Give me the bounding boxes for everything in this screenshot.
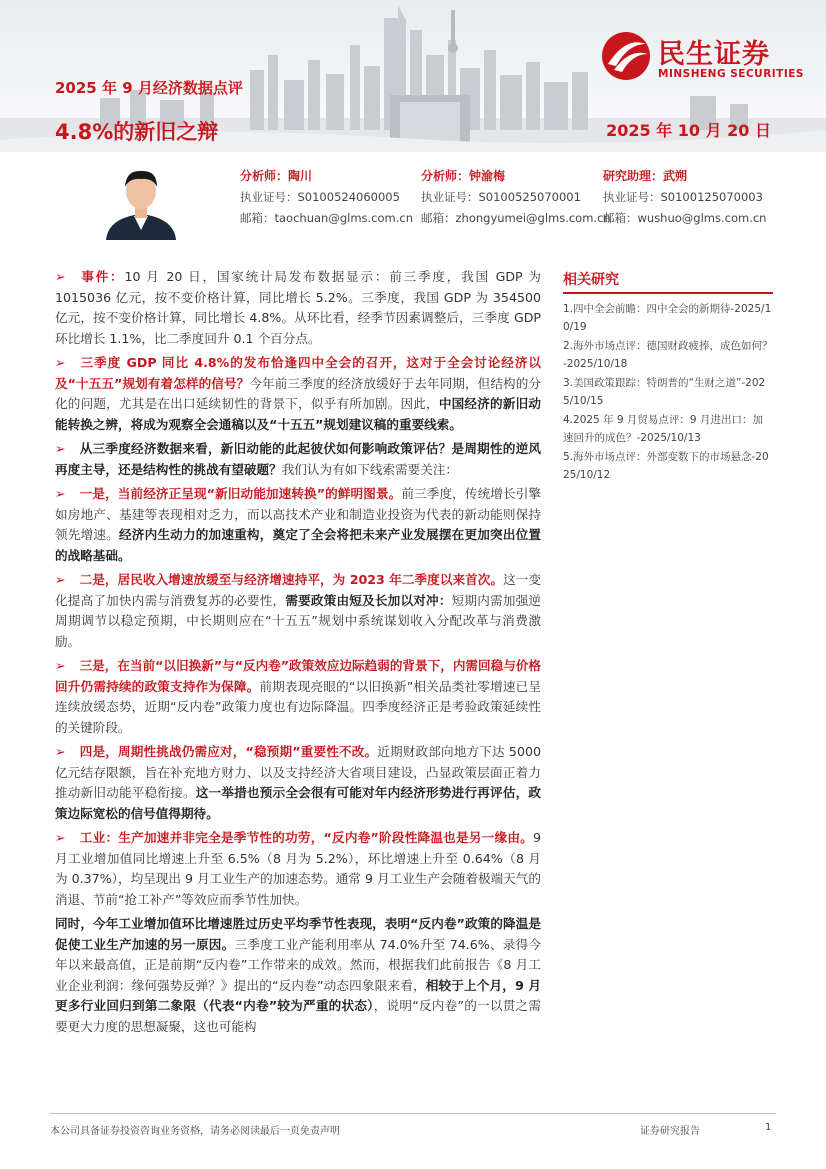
- analyst-3: [603, 166, 766, 229]
- analyst-email[interactable]: 邮箱：taochuan@glms.com.cn: [240, 211, 413, 225]
- report-title: 4.8%的新旧之辩: [55, 120, 219, 144]
- bullet-arrow-icon: ➢: [55, 572, 66, 587]
- related-item[interactable]: 5.海外市场点评：外部变数下的市场悬念-2025/10/12: [563, 451, 769, 481]
- bullet-arrow-icon: ➢: [55, 744, 66, 759]
- analyst-name: 钟渝梅: [469, 169, 506, 183]
- analyst-cert: 执业证号：S0100525070001: [421, 190, 581, 204]
- analyst-role: 分析师：: [421, 169, 470, 183]
- related-item[interactable]: 2.海外市场点评：德国财政疲捧，成色如何？-2025/10/18: [563, 340, 773, 370]
- report-body: [55, 267, 541, 1041]
- analyst-name: 武朔: [663, 169, 688, 183]
- minsheng-logo-icon: [600, 30, 652, 82]
- page-number: 1: [765, 1122, 772, 1133]
- paragraph-point-3: ➢ 三是，在当前“以旧换新”与“反内卷”政策效应边际趋弱的背景下，内需回稳与价格回升仍需持续的政策支持作为保障。前期表现亮眼的“以旧换新”相关品类社零增速已呈连续放缓态势，近期“反内卷”政策力度也有边际降温。四季度经济正是考验政策延续性的关键阶段。: [55, 658, 541, 735]
- paragraph-event: ➢ 事件：10 月 20 日，国家统计局发布数据显示：前三季度，我国 GDP 为 1015036 亿元，按不变价格计算，同比增长 5.2%。三季度，我国 GDP 为 354500 亿元，按不变价格计算，同比增长 4.8%。从环比看，经季节因素调整后，三季度 GDP 环比增长 1.1%，比二季度回升 0.1 个百分点。: [55, 269, 542, 346]
- related-research: [563, 269, 773, 485]
- paragraph-signal: ➢ 三季度 GDP 同比 4.8%的发布恰逢四中全会的召开，这对于全会讨论经济以及“十五五”规划有着怎样的信号？今年前三季度的经济放缓好于去年同期，但结构的分化的问题，尤其是在出口延续韧性的背景下，似乎有所加剧。因此，中国经济的新旧动能转换之辨，将成为观察全会通稿以及“十五五”规划建议稿的重要线索。: [55, 355, 542, 432]
- bullet-arrow-icon: ➢: [55, 830, 66, 845]
- paragraph-industry: ➢ 工业：生产加速并非完全是季节性的功劳，“反内卷”阶段性降温也是另一缘由。9 月工业增加值同比增速上升至 6.5%（8 月为 5.2%），环比增速上升至 0.64%（8 月为 0.37%），均呈现出 9 月工业生产的加速态势。通常 9 月工业生产会随着极端天气的消退、节前“抢工补产”等效应而季节性加快。: [55, 830, 541, 907]
- related-item[interactable]: 4.2025 年 9 月贸易点评：9 月进出口：加速回升的成色？-2025/10/13: [563, 414, 763, 444]
- footer-report-type: 证券研究报告: [640, 1126, 700, 1137]
- analyst-email[interactable]: 邮箱：wushuo@glms.com.cn: [603, 211, 767, 225]
- analyst-1: [240, 166, 413, 229]
- analyst-role: 分析师：: [240, 169, 289, 183]
- series-title: 2025 年 9 月经济数据点评: [55, 79, 243, 97]
- header-banner: [0, 0, 826, 152]
- bullet-arrow-icon: ➢: [55, 269, 66, 284]
- paragraph-industry-cont: 同时，今年工业增加值环比增速胜过历史平均季节性表现，表明“反内卷”政策的降温是促使工业生产加速的另一原因。三季度工业产能利用率从 74.0%升至 74.6%、录得今年以来最高值，正是前期“反内卷”工作带来的成效。然而，根据我们此前报告《8 月工业企业利润：缘何强势反弹？》提出的“反内卷”动态四象限来看，相较于上个月，9 月更多行业回归到第二象限（代表“内卷”较为严重的状态），说明“反内卷”的一以贯之需要更大力度的思想凝聚，这也可能构: [55, 916, 542, 1034]
- analyst-cert: 执业证号：S0100524060005: [240, 190, 400, 204]
- paragraph-point-1: ➢ 一是，当前经济正呈现“新旧动能加速转换”的鲜明图景。前三季度，传统增长引擎如房地产、基建等表现相对乏力，而以高技术产业和制造业投资为代表的新动能则保持领先增速。经济内生动力的加速重构，奠定了全会将把未来产业发展摆在更加突出位置的战略基础。: [55, 486, 542, 563]
- logo-name-en: MINSHENG SECURITIES: [658, 68, 804, 80]
- bullet-arrow-icon: ➢: [55, 441, 66, 456]
- analyst-2: [421, 166, 611, 229]
- related-item[interactable]: 3.美国政策跟踪：特朗普的“生财之道”-2025/10/15: [563, 377, 766, 407]
- analyst-photo: [98, 160, 184, 240]
- analyst-name: 陶川: [288, 169, 313, 183]
- analyst-cert: 执业证号：S0100125070003: [603, 190, 763, 204]
- related-item[interactable]: 1.四中全会前瞻：四中全会的新期待-2025/10/19: [563, 303, 772, 333]
- paragraph-point-2: ➢ 二是，居民收入增速放缓至与经济增速持平，为 2023 年二季度以来首次。这一变化提高了加快内需与消费复苏的必要性，需要政策由短及长加以对冲：短期内需加强逆周期调节以稳定预期，中长期则应在“十五五”规划中系统谋划收入分配改革与消费激励。: [55, 572, 542, 649]
- footer-disclaimer: 本公司具备证券投资咨询业务资格，请务必阅读最后一页免责声明: [50, 1126, 340, 1137]
- related-research-title: 相关研究: [563, 269, 773, 294]
- footer-divider: [50, 1113, 776, 1114]
- minsheng-logo: [600, 30, 804, 86]
- paragraph-question: ➢ 从三季度经济数据来看，新旧动能的此起彼伏如何影响政策评估？是周期性的逆风再度主导，还是结构性的挑战有望破题？我们认为有如下线索需要关注：: [55, 441, 541, 477]
- report-date: 2025 年 10 月 20 日: [606, 121, 771, 140]
- bullet-arrow-icon: ➢: [55, 486, 66, 501]
- analyst-email[interactable]: 邮箱：zhongyumei@glms.com.cn: [421, 211, 611, 225]
- bullet-arrow-icon: ➢: [55, 658, 66, 673]
- logo-name-cn: 民生证券: [658, 39, 770, 70]
- bullet-arrow-icon: ➢: [55, 355, 66, 370]
- paragraph-point-4: ➢ 四是，周期性挑战仍需应对，“稳预期”重要性不改。近期财政部向地方下达 5000 亿元结存限额，旨在补充地方财力、以及支持经济大省项目建设，凸显政策层面正着力推动新旧动能平稳衔接。这一举措也预示全会很有可能对年内经济形势进行再评估，政策边际宽松的信号值得期待。: [55, 744, 542, 821]
- analyst-role: 研究助理：: [603, 169, 664, 183]
